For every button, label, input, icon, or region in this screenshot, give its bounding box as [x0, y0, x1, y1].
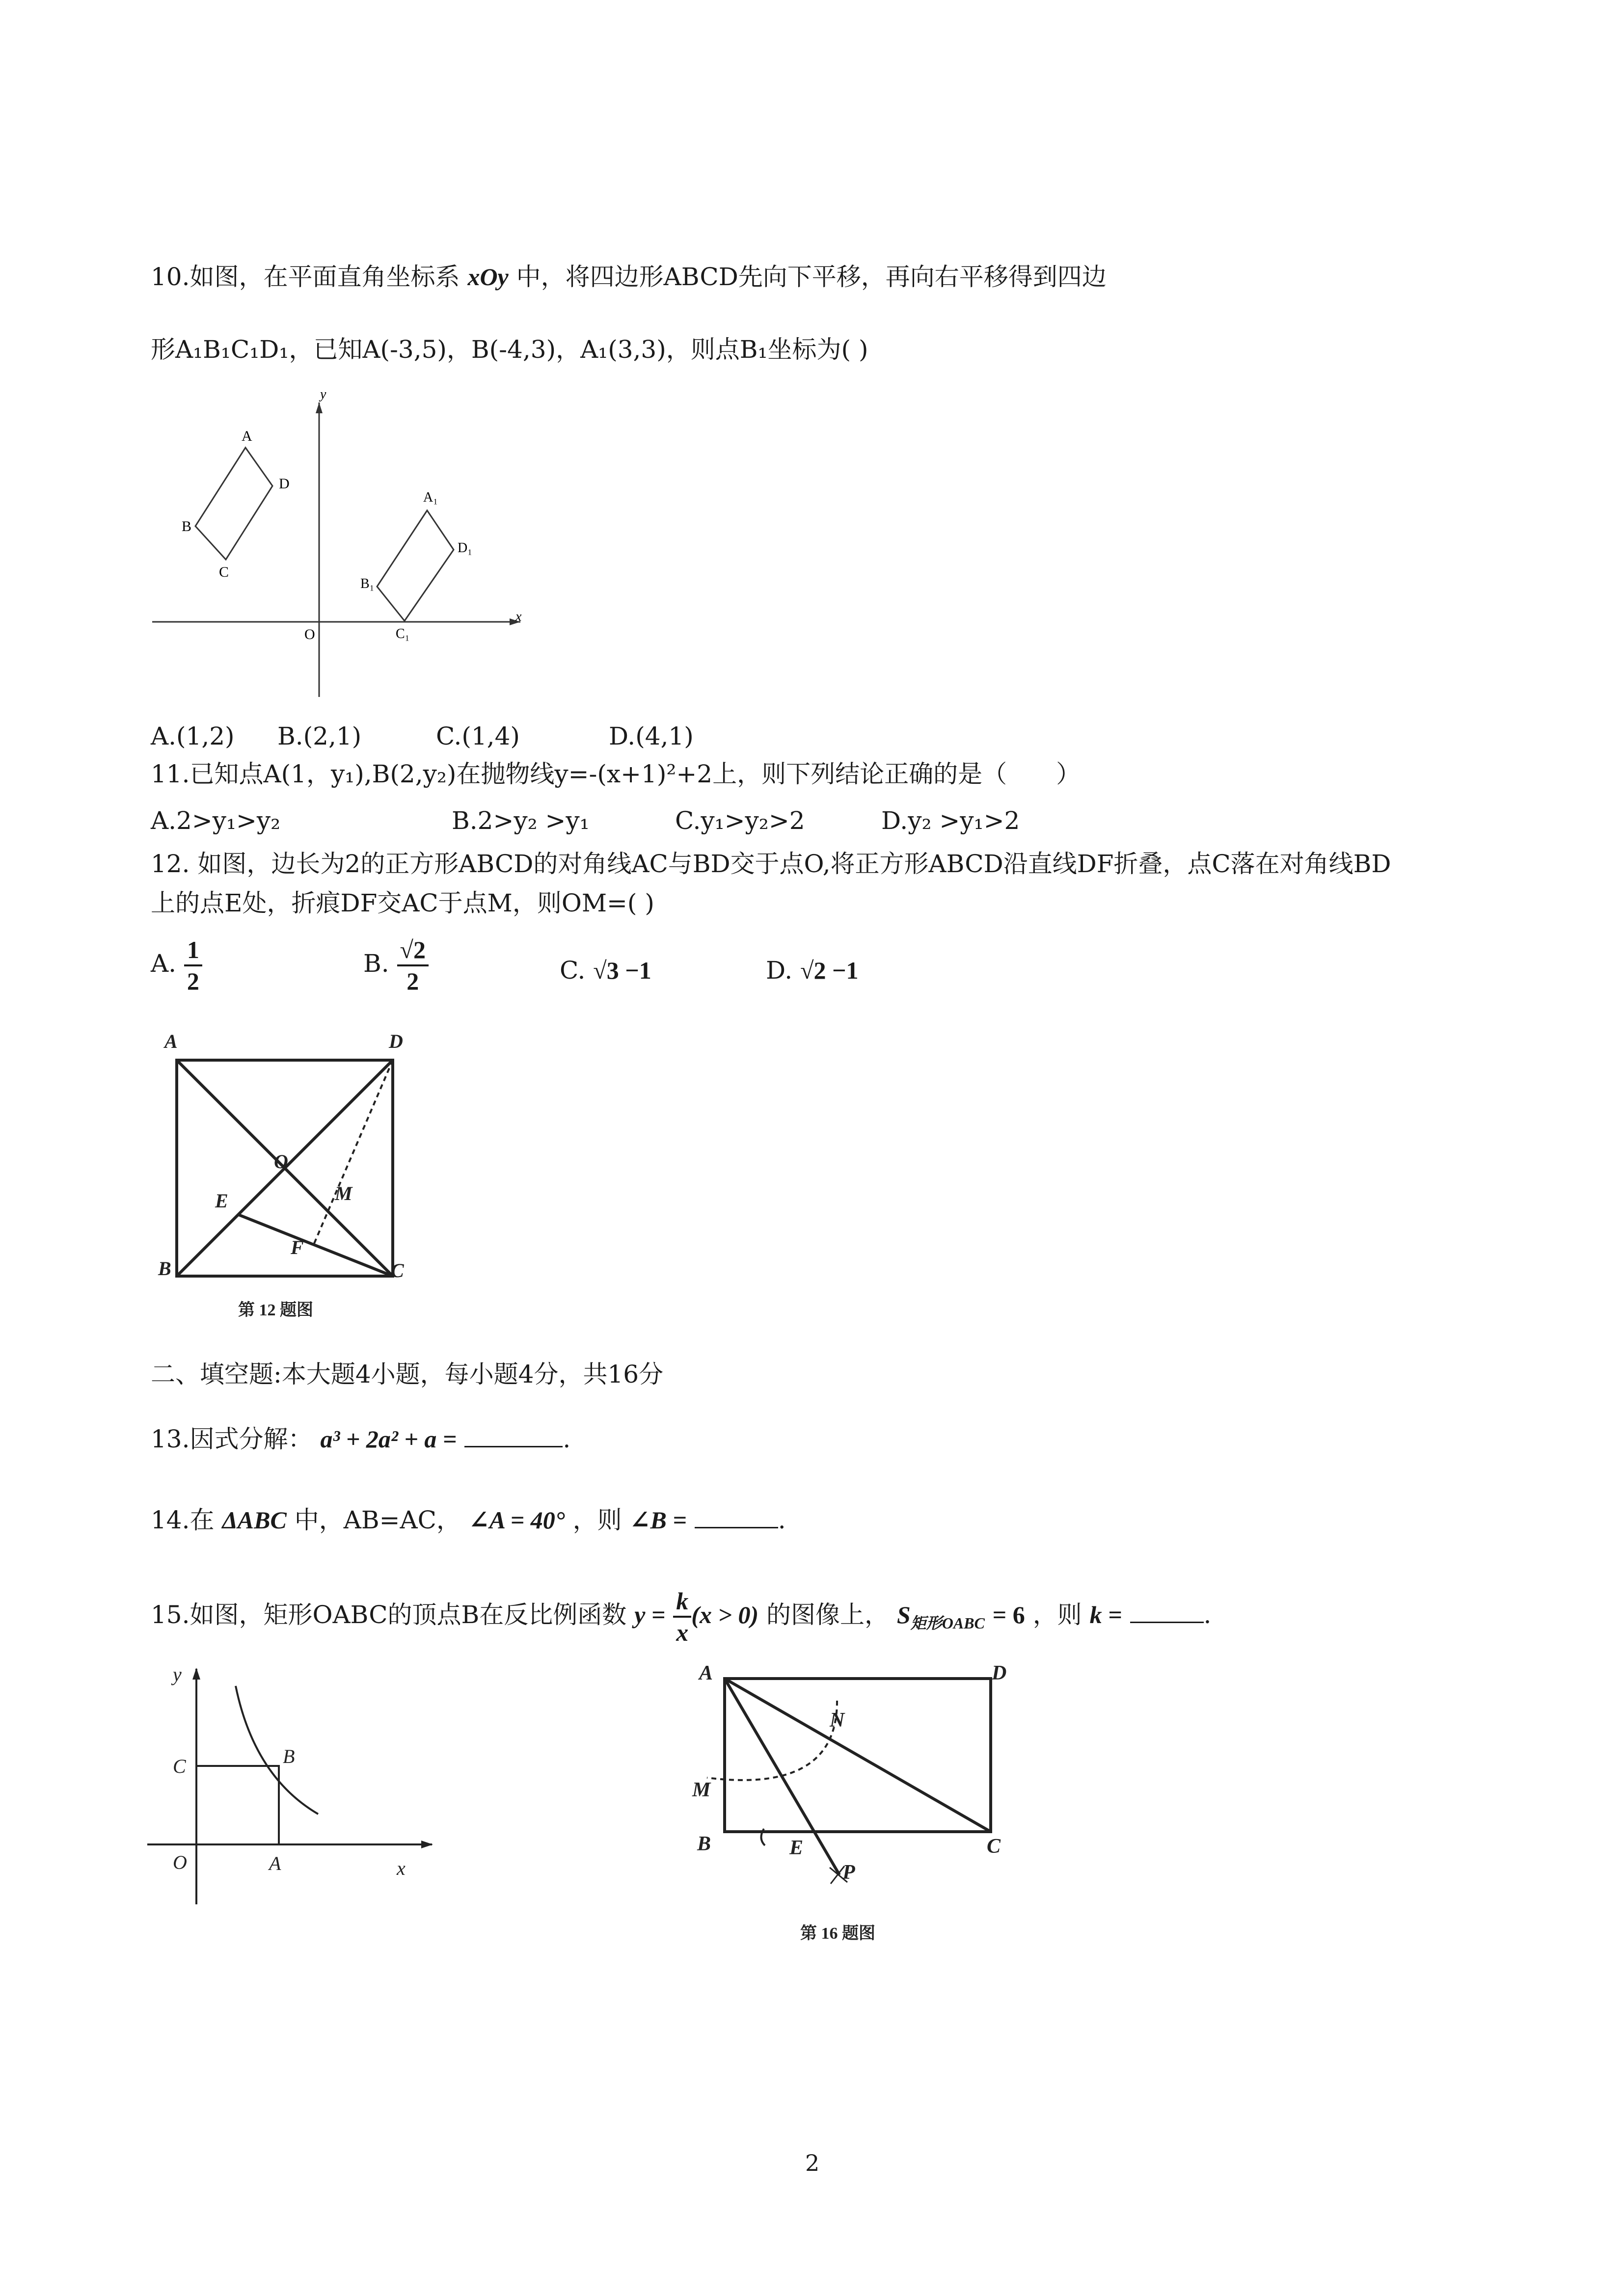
q11-option-d[interactable]: D.y₂ >y₁>2 — [881, 806, 1020, 835]
q15 — [151, 1585, 1211, 1653]
q10-label-a1: A₁ — [423, 490, 438, 505]
fig16-label-a: A — [699, 1662, 713, 1684]
q12-option-c-prefix: C. — [560, 956, 586, 985]
q13-end: . — [563, 1425, 571, 1453]
q12-label-c: C — [391, 1259, 404, 1281]
q15-stem-a: 15.如图，矩形OABC的顶点B在反比例函数 — [151, 1601, 627, 1629]
fig16-label-c: C — [987, 1835, 1001, 1858]
page-number: 2 — [805, 2150, 820, 2176]
q15-area-s: S — [896, 1601, 911, 1629]
q12-option-a-den: 2 — [187, 967, 199, 995]
q10-line2: 形A₁B₁C₁D₁，已知A(-3,5)，B(-4,3)，A₁(3,3)，则点B₁坐标为( ) — [151, 335, 868, 364]
q12-caption: 第 12 题图 — [238, 1301, 313, 1319]
q15-func-cond: (x > 0) — [691, 1601, 759, 1629]
q12-option-a-fraction — [184, 935, 202, 996]
q12-option-a-num: 1 — [184, 935, 202, 966]
q10-text-a: 10.如图，在平面直角坐标系 — [151, 263, 460, 291]
q15-k-eq: k = — [1089, 1601, 1122, 1629]
q12-line1: 12. 如图，边长为2的正方形ABCD的对角线AC与BD交于点O,将正方形ABCD沿直线DF折叠，点C落在对角线BD — [151, 850, 1391, 878]
fig16-label-b: B — [697, 1833, 711, 1855]
q11-option-c[interactable]: C.y₁>y₂>2 — [675, 806, 805, 835]
q12-option-b-fraction — [397, 935, 429, 996]
q15-end: . — [1203, 1601, 1212, 1629]
q12-option-a[interactable] — [151, 935, 202, 996]
q12-option-b-num: √2 — [397, 935, 429, 966]
q11-stem: 11.已知点A(1，y₁),B(2,y₂)在抛物线y=-(x+1)²+2上，则下列结论正确的是（ ） — [151, 760, 1081, 788]
q14-end: . — [778, 1506, 786, 1534]
q12-label-f: F — [291, 1236, 304, 1258]
q11-option-b[interactable]: B.2>y₂ >y₁ — [452, 806, 590, 835]
q15-label-a: A — [269, 1852, 281, 1874]
q15-area-sub: 矩形OABC — [910, 1614, 985, 1632]
q12-figure — [147, 1021, 422, 1335]
q15-func-lhs: y = — [634, 1601, 666, 1629]
q15-label-o: O — [173, 1851, 187, 1873]
q10-quad-abcd — [195, 448, 272, 560]
q14-angle-a: ∠A = 40° — [468, 1506, 565, 1534]
q10-option-a[interactable]: A.(1,2) — [151, 722, 235, 750]
q12-option-b[interactable] — [363, 935, 429, 996]
q12-option-d-prefix: D. — [766, 956, 793, 985]
fig16-label-d: D — [992, 1662, 1007, 1684]
q12-label-a: A — [164, 1030, 178, 1052]
q10-quad-a1b1c1d1 — [377, 510, 454, 621]
fig16-label-m: M — [692, 1779, 711, 1801]
q12-option-b-den: 2 — [406, 967, 419, 995]
q15-label-b: B — [283, 1745, 295, 1767]
q15-label-y: y — [173, 1663, 182, 1685]
q15-figure — [142, 1659, 447, 1914]
q10-label-b: B — [182, 518, 192, 534]
q11-option-a[interactable]: A.2>y₁>y₂ — [151, 806, 281, 835]
q14-stem-a: 14.在 — [151, 1506, 215, 1534]
q12-option-d[interactable] — [766, 955, 859, 986]
q13-expr: a³ + 2a² + a = — [320, 1425, 457, 1453]
q12-line2: 上的点E处，折痕DF交AC于点M，则OM=( ) — [151, 889, 654, 917]
q15-label-x: x — [397, 1857, 406, 1879]
q14-stem-c: ，则 — [572, 1506, 622, 1534]
q15-area-val: = 6 — [992, 1601, 1025, 1629]
q12-label-o: O — [274, 1150, 288, 1173]
fig16-figure — [677, 1649, 1051, 1953]
q12-label-b: B — [158, 1257, 171, 1280]
fig16-label-e: E — [789, 1837, 804, 1859]
q10-option-d[interactable]: D.(4,1) — [609, 722, 694, 750]
q10-label-a: A — [242, 428, 252, 444]
q14-triangle: ΔABC — [222, 1506, 287, 1534]
q12-option-c[interactable] — [560, 955, 651, 986]
q12-label-d: D — [389, 1030, 403, 1052]
q15-stem-c: ，则 — [1032, 1601, 1082, 1629]
fig16-label-n: N — [830, 1709, 845, 1732]
q10-label-y: y — [320, 388, 326, 402]
q10-option-b[interactable]: B.(2,1) — [277, 722, 362, 750]
q15-stem-b: 的图像上， — [766, 1601, 889, 1629]
q15-func-den: x — [676, 1619, 689, 1646]
q14-stem-b: 中，AB=AC， — [294, 1506, 461, 1534]
fig16-label-p: P — [842, 1861, 855, 1884]
q10-label-c1: C₁ — [396, 626, 410, 641]
q13-answer-blank[interactable] — [464, 1426, 563, 1447]
q12-option-d-expr: √2 −1 — [800, 957, 859, 984]
q10-label-c: C — [219, 564, 229, 580]
q15-func-num: k — [673, 1586, 691, 1618]
q10-line1 — [151, 261, 1107, 293]
q14 — [151, 1504, 786, 1536]
q13-stem: 13.因式分解： — [151, 1425, 313, 1453]
q10-figure — [147, 388, 530, 702]
section2-heading: 二、填空题:本大题4小题，每小题4分，共16分 — [151, 1360, 664, 1388]
q15-label-c: C — [173, 1755, 186, 1777]
q12-label-e: E — [215, 1190, 228, 1212]
q10-label-x: x — [515, 609, 522, 624]
q10-option-c[interactable]: C.(1,4) — [436, 722, 520, 750]
fig16-caption: 第 16 题图 — [800, 1924, 875, 1943]
q10-var-xoy: xOy — [467, 263, 509, 291]
q14-angle-b: ∠B = — [629, 1506, 687, 1534]
q10-label-o: O — [304, 626, 315, 642]
q12-option-c-expr: √3 −1 — [593, 957, 651, 984]
q10-label-d1: D₁ — [458, 540, 472, 556]
q12-label-m: M — [335, 1182, 352, 1204]
q10-label-b1: B₁ — [360, 576, 375, 591]
q10-label-d: D — [279, 476, 290, 492]
q12-option-b-prefix: B. — [363, 949, 389, 978]
q12-option-a-prefix: A. — [151, 949, 177, 978]
q14-answer-blank[interactable] — [695, 1507, 778, 1528]
q15-func-fraction — [673, 1586, 691, 1647]
q15-answer-blank[interactable] — [1130, 1602, 1204, 1623]
q13 — [151, 1423, 570, 1455]
q10-text-b: 中，将四边形ABCD先向下平移，再向右平移得到四边 — [516, 263, 1107, 291]
